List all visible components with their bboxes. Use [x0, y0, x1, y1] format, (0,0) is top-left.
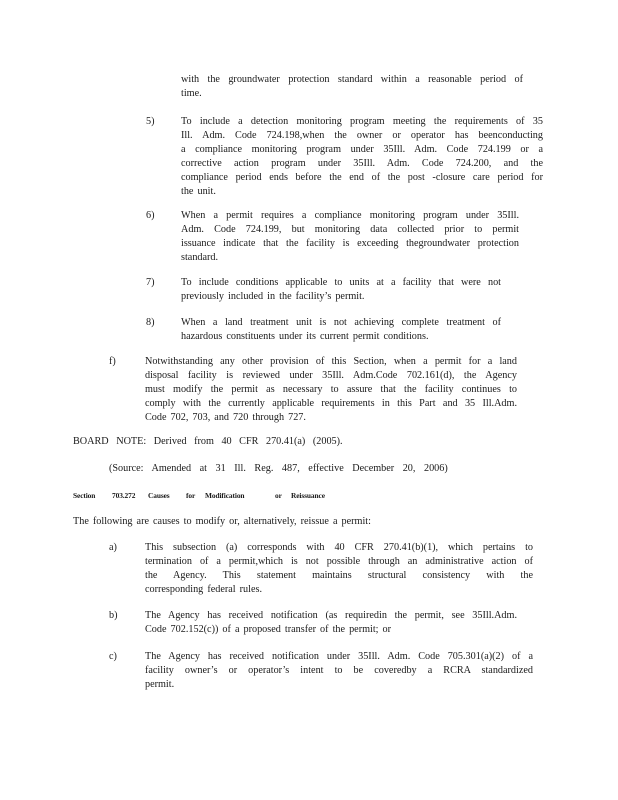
board-note: [73, 435, 363, 449]
item-paragraph: [145, 609, 517, 637]
text-line: must modify the permit as necessary to assure that the facility continues to: [145, 384, 517, 395]
text-line: Notwithstanding any other provision of this Section, when a permit for a land: [145, 356, 517, 367]
section-number: 703.272: [112, 491, 136, 500]
text-line: The following are causes to modify or, alternatively, reissue a permit:: [73, 516, 371, 527]
text-line: standard.: [181, 252, 219, 263]
text-line: corrective action program under 35Ill. Adm. Code 724.200, and the: [181, 158, 543, 169]
item-paragraph: [145, 541, 533, 597]
text-line: the unit.: [181, 186, 216, 197]
text-line: To include conditions applicable to units at a facility that were not: [181, 277, 501, 288]
section-title-word: Reissuance: [291, 491, 325, 500]
item-paragraph: [181, 115, 543, 199]
text-line: Code 702, 703, and 720 through 727.: [145, 412, 306, 423]
item-paragraph: [181, 276, 501, 304]
text-line: a compliance monitoring program under 35Ill. Adm. Code 724.199 or a: [181, 144, 543, 155]
text-line: The Agency has received notification (as requiredin the permit, see 35Ill.Adm.: [145, 610, 517, 621]
item-number: f): [109, 356, 116, 367]
text-line: termination of a permit,which is not possible through an administrative action of: [145, 556, 533, 567]
item-number: 5): [146, 116, 155, 127]
item-number: a): [109, 542, 117, 553]
source-note: [109, 462, 448, 476]
item-paragraph: [181, 316, 501, 344]
text-line: Adm. Code 724.199, but monitoring data collected prior to permit: [181, 224, 519, 235]
intro-paragraph: [73, 515, 403, 529]
section-title-word: Causes: [148, 491, 170, 500]
item-number: b): [109, 610, 118, 621]
text-line: permit.: [145, 679, 175, 690]
text-line: Ill. Adm. Code 724.198,when the owner or operator has beenconducting: [181, 130, 543, 141]
text-line: compliance period ends before the end of the post -closure care period for: [181, 172, 543, 183]
text-line: previously included in the facility’s permit.: [181, 291, 365, 302]
text-line: When a permit requires a compliance monitoring program under 35Ill.: [181, 210, 519, 221]
section-title-word: for: [186, 491, 196, 500]
item-paragraph: [145, 355, 517, 425]
text-line: (Source: Amended at 31 Ill. Reg. 487, effective December 20, 2006): [109, 463, 448, 474]
item-number: 6): [146, 210, 155, 221]
text-line: corresponding federal rules.: [145, 584, 262, 595]
text-line: disposal facility is reviewed under 35Ill. Adm.Code 702.161(d), the Agency: [145, 370, 517, 381]
text-line: This subsection (a) corresponds with 40 CFR 270.41(b)(1), which pertains to: [145, 542, 533, 553]
item-number: 7): [146, 277, 155, 288]
text-line: with the groundwater protection standard within a reasonable period of: [181, 74, 523, 85]
item-number: 8): [146, 317, 155, 328]
item-number: c): [109, 651, 117, 662]
section-title-word: Modification: [205, 491, 245, 500]
continuation-paragraph: [181, 73, 523, 101]
item-paragraph: [145, 650, 533, 692]
text-line: When a land treatment unit is not achieving complete treatment of: [181, 317, 501, 328]
text-line: issuance indicate that the facility is exceeding thegroundwater protection: [181, 238, 519, 249]
section-label: Section: [73, 491, 96, 500]
text-line: time.: [181, 88, 202, 99]
section-heading: [73, 491, 325, 501]
text-line: hazardous constituents under its current permit conditions.: [181, 331, 429, 342]
text-line: comply with the currently applicable requirements in this Part and 35 Ill.Adm.: [145, 398, 517, 409]
section-title-word: or: [275, 491, 282, 500]
text-line: the Agency. This statement maintains structural consistency with the: [145, 570, 533, 581]
item-paragraph: [181, 209, 519, 265]
text-line: BOARD NOTE: Derived from 40 CFR 270.41(a) (2005).: [73, 436, 343, 447]
text-line: Code 702.152(c)) of a proposed transfer of the permit; or: [145, 624, 392, 635]
text-line: The Agency has received notification under 35Ill. Adm. Code 705.301(a)(2) of a: [145, 651, 533, 662]
text-line: facility owner’s or operator’s intent to be coveredby a RCRA standardized: [145, 665, 533, 676]
text-line: To include a detection monitoring program meeting the requirements of 35: [181, 116, 543, 127]
